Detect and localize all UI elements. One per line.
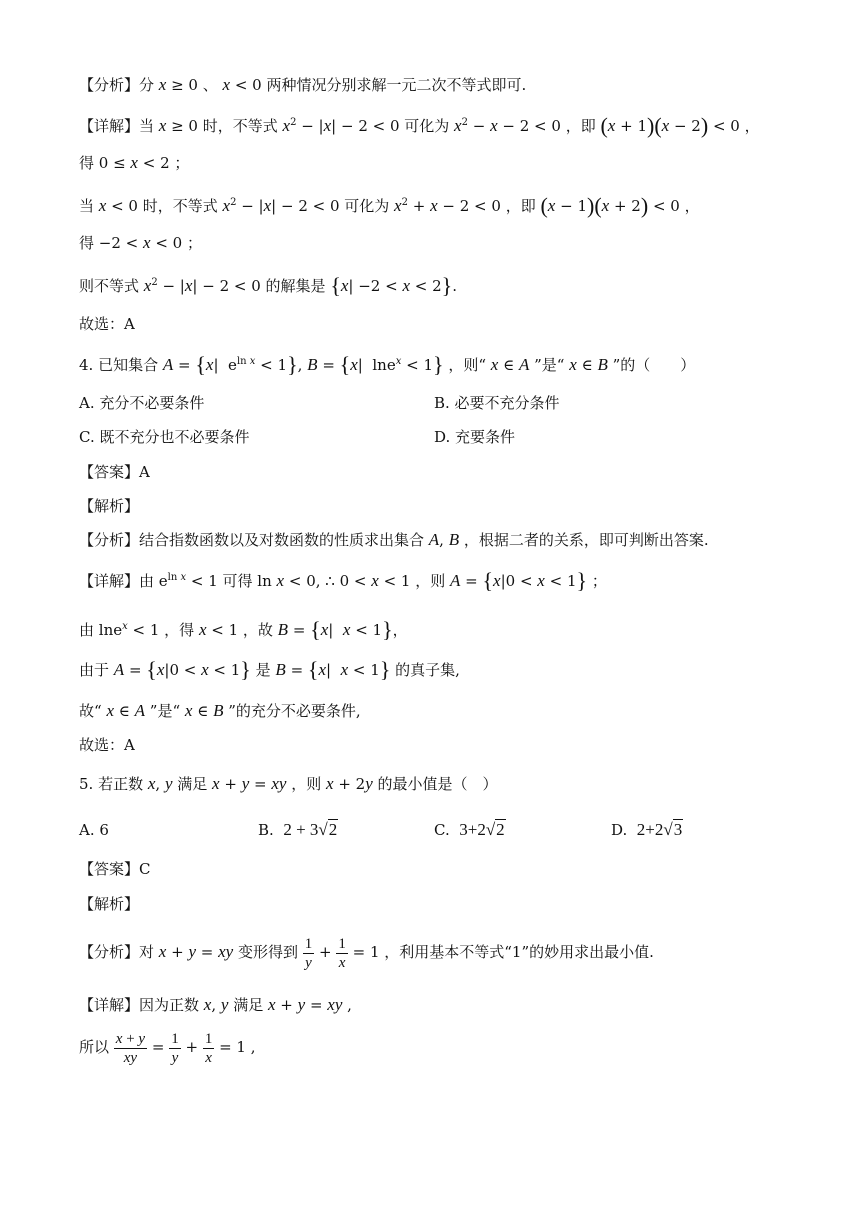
analysis-q3: 【分析】分 x ≥ 0 、 x < 0 两种情况分别求解一元二次不等式即可. — [79, 75, 527, 94]
answer-4: 【答案】A — [79, 463, 150, 481]
detail-q3-line5: 则不等式 $x^2 - |x| - 2 < 0$ 的解集是 {x| −2 < x < 2}. — [79, 273, 458, 298]
option-4c: C. 既不充分也不必要条件 — [79, 428, 250, 446]
detail-q3-line2: 得 0 ≤ x < 2 ； — [79, 153, 190, 172]
detail-q4-line1: 【详解】由 $e^{ln x} < 1$ 可得 ln x < 0, ∴ 0 < x < 1 ，则 A = {x|0 < x < 1} ； — [79, 568, 607, 593]
option-5b: B. 2 + 3√2 — [258, 820, 338, 839]
question-4: 4. 已知集合 A = {x| $e^{ln x} < 1$}, B = {x| lne$^x$ < 1} ，则“ x ∈ A ”是“ x ∈ B ”的（ ） — [79, 352, 696, 377]
option-4b: B. 必要不充分条件 — [434, 394, 560, 412]
analysis-q5: 【分析】对 x + y = xy 变形得到 $\frac{1}{y}$ + $\frac{1}{x}$ = 1 ，利用基本不等式“1”的妙用求出最小值. — [79, 935, 654, 971]
option-4d: D. 充要条件 — [434, 428, 516, 446]
detail-q3-line3: 当 x < 0 时，不等式 $x^2 - |x| - 2 < 0$ 可化为 $x^2 + x - 2 < 0$ ，即 (x − 1)(x + 2) < 0 ， — [79, 193, 700, 218]
option-5a: A. 6 — [79, 821, 109, 839]
option-5d: D. 2+2√3 — [611, 820, 683, 839]
answer-5: 【答案】C — [79, 860, 151, 878]
detail-q4-line3: 由于 A = {x|0 < x < 1} 是 B = {x| x < 1} 的真子集, — [79, 657, 460, 682]
solution-heading-5: 【解析】 — [79, 895, 140, 913]
option-5c: C. 3+2√2 — [434, 820, 505, 839]
detail-q5-line2: 所以 $\frac{x + y}{xy}$ = $\frac{1}{y}$ + $\frac{1}{x}$ = 1 , — [79, 1030, 256, 1066]
solution-heading-4: 【解析】 — [79, 497, 140, 515]
detail-q4-line2: 由 lne$^x$ < 1 ，得 x < 1 ，故 B = {x| x < 1}， — [79, 617, 408, 642]
detail-q5-line1: 【详解】因为正数 x, y 满足 x + y = xy , — [79, 995, 352, 1014]
detail-q3-line1: 【详解】当 x ≥ 0 时，不等式 $x^2 - |x| - 2 < 0$ 可化为 $x^2 - x - 2 < 0$ ，即 (x + 1)(x − 2) < 0 ， — [79, 113, 760, 138]
option-4a: A. 充分不必要条件 — [79, 394, 205, 412]
question-5: 5. 若正数 x, y 满足 x + y = xy ，则 x + 2y 的最小值是（ ） — [79, 774, 498, 793]
choice-q4: 故选：A — [79, 736, 135, 754]
choice-q3: 故选：A — [79, 315, 135, 333]
analysis-q4: 【分析】结合指数函数以及对数函数的性质求出集合 A, B ，根据二者的关系，即可判断出答案. — [79, 530, 709, 549]
detail-q4-line4: 故“ x ∈ A ”是“ x ∈ B ”的充分不必要条件, — [79, 701, 361, 720]
detail-q3-line4: 得 −2 < x < 0 ； — [79, 233, 202, 252]
